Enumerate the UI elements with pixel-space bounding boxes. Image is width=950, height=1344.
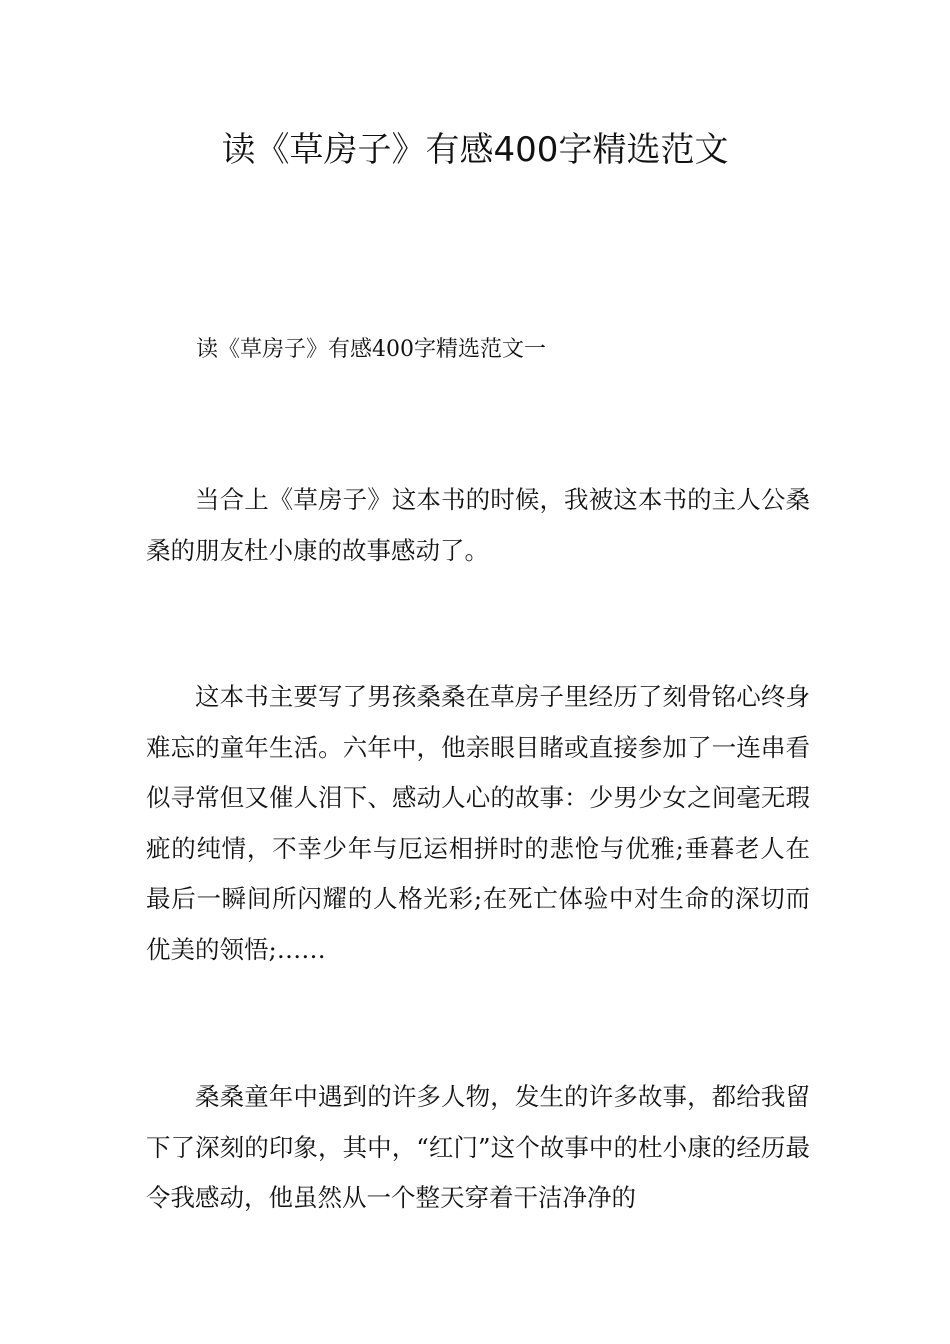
paragraph-3: 桑桑童年中遇到的许多人物，发生的许多故事，都给我留下了深刻的印象，其中，“红门”这个故事中的杜小康的经历最令我感动，他虽然从一个整天穿着干洁净净的 [146,1082,810,1212]
paragraph-1: 当合上《草房子》这本书的时候，我被这本书的主人公桑桑的朋友杜小康的故事感动了。 [146,485,810,565]
section-heading: 读《草房子》有感400字精选范文一 [196,337,546,362]
paragraph-2: 这本书主要写了男孩桑桑在草房子里经历了刻骨铭心终身难忘的童年生活。六年中，他亲眼目睹或直接参加了一连串看似寻常但又催人泪下、感动人心的故事：少男少女之间毫无瑕疵的纯情，不幸少年与厄运相拼时的悲怆与优雅;垂暮老人在最后一瞬间所闪耀的人格光彩;在死亡体验中对生命的深切而优美的领悟;…… [146,682,810,964]
document-title: 读《草房子》有感400字精选范文 [221,130,729,170]
